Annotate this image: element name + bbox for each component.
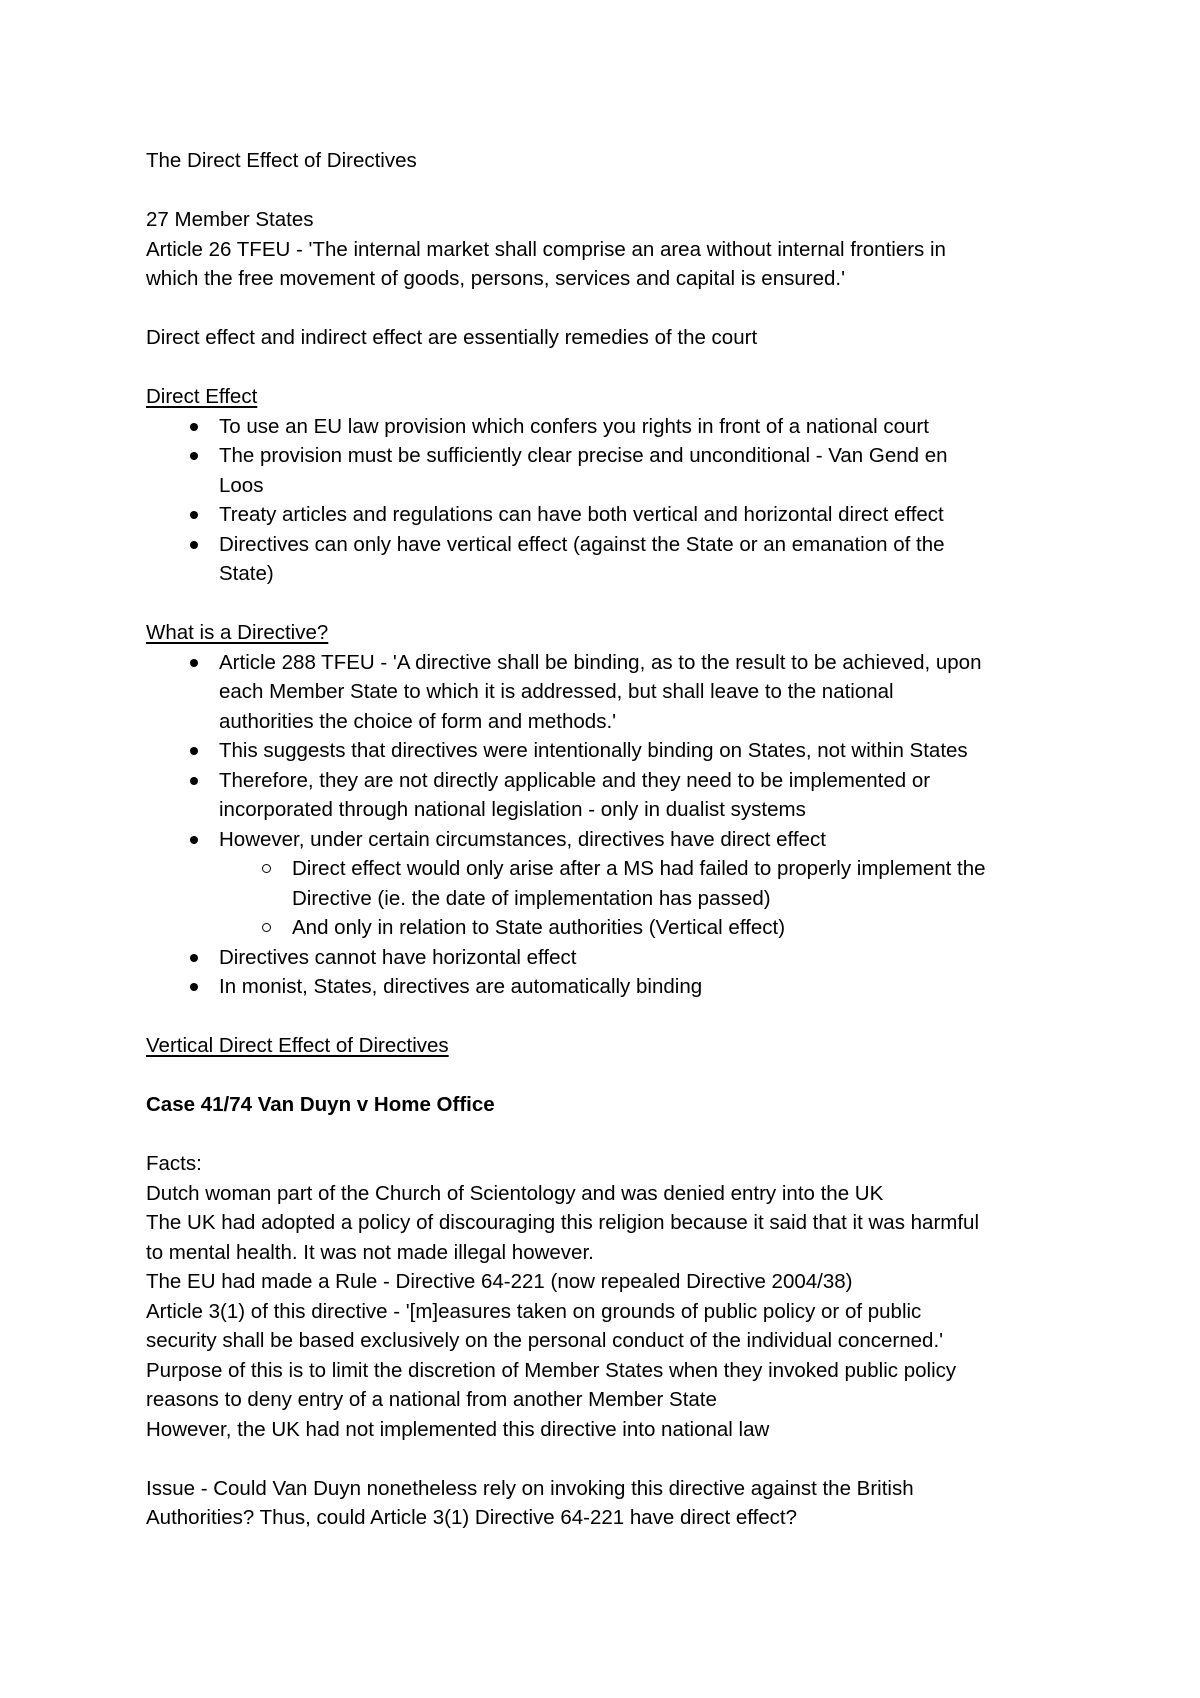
hollow-bullet-icon: [262, 864, 271, 873]
list-item: Article 288 TFEU - 'A directive shall be binding, as to the result to be achieved, upon each Member State to which it is addressed, but shall leave to the national authorities the choice of form and methods.': [146, 648, 1066, 737]
article-26-quote-line: which the free movement of goods, persons, services and capital is ensured.': [146, 267, 846, 290]
facts-line: to mental health. It was not made illegal however.: [146, 1240, 594, 1264]
document-body: [146, 146, 1066, 1533]
what-is-directive-heading: What is a Directive?: [146, 621, 329, 644]
bullet-icon: [190, 541, 198, 549]
issue-block: [146, 1474, 1066, 1533]
document-title: The Direct Effect of Directives: [146, 149, 417, 172]
facts-line: security shall be based exclusively on the personal conduct of the individual concerned.': [146, 1329, 944, 1352]
list-item: In monist, States, directives are automatically binding: [146, 972, 1066, 1002]
direct-effect-heading: Direct Effect: [146, 385, 258, 408]
list-item: This suggests that directives were intentionally binding on States, not within States: [146, 736, 1066, 766]
bullet-icon: [190, 836, 198, 844]
remedies-text: Direct effect and indirect effect are essentially remedies of the court: [146, 326, 758, 349]
list-item: However, under certain circumstances, directives have direct effect: [146, 825, 1066, 855]
facts-line: reasons to deny entry of a national from another Member State: [146, 1388, 717, 1411]
bullet-icon: [190, 659, 198, 667]
facts-line: Article 3(1) of this directive - '[m]easures taken on grounds of public policy or of public: [146, 1299, 922, 1323]
facts-label: Facts:: [146, 1152, 202, 1175]
list-item: Therefore, they are not directly applicable and they need to be implemented or incorporated through national legislation - only in dualist systems: [146, 766, 1066, 825]
facts-line: Purpose of this is to limit the discretion of Member States when they invoked public policy: [146, 1358, 957, 1382]
facts-line: The EU had made a Rule - Directive 64-221 (now repealed Directive 2004/38): [146, 1270, 853, 1293]
what-is-directive-list: [146, 648, 1066, 1002]
list-item: The provision must be sufficiently clear precise and unconditional - Van Gend en Loos: [146, 441, 1066, 500]
list-item: Directives can only have vertical effect (against the State or an emanation of the State): [146, 530, 1066, 589]
list-item: Directives cannot have horizontal effect: [146, 943, 1066, 973]
member-states-text: 27 Member States: [146, 208, 314, 231]
hollow-bullet-icon: [262, 923, 271, 932]
bullet-icon: [190, 983, 198, 991]
issue-line: Authorities? Thus, could Article 3(1) Directive 64-221 have direct effect?: [146, 1506, 798, 1529]
list-item: To use an EU law provision which confers you rights in front of a national court: [146, 412, 1066, 442]
bullet-icon: [190, 511, 198, 519]
sub-list-item: And only in relation to State authorities (Vertical effect): [146, 913, 1066, 943]
bullet-icon: [190, 777, 198, 785]
bullet-icon: [190, 423, 198, 431]
facts-line: Dutch woman part of the Church of Scientology and was denied entry into the UK: [146, 1181, 884, 1205]
vertical-direct-effect-heading: Vertical Direct Effect of Directives: [146, 1034, 449, 1057]
bullet-icon: [190, 747, 198, 755]
direct-effect-list: [146, 412, 1066, 589]
sub-list-item: Direct effect would only arise after a MS had failed to properly implement the Directive (ie. the date of implementation has passed): [146, 854, 1066, 913]
bullet-icon: [190, 954, 198, 962]
facts-line: However, the UK had not implemented this directive into national law: [146, 1417, 770, 1441]
case-title: Case 41/74 Van Duyn v Home Office: [146, 1093, 495, 1116]
issue-line: Issue - Could Van Duyn nonetheless rely on invoking this directive against the British: [146, 1476, 914, 1500]
facts-line: The UK had adopted a policy of discouraging this religion because it said that it was harmful: [146, 1211, 980, 1234]
bullet-icon: [190, 452, 198, 460]
article-26-quote-line: Article 26 TFEU - 'The internal market shall comprise an area without internal frontiers in: [146, 237, 946, 261]
list-item: Treaty articles and regulations can have both vertical and horizontal direct effect: [146, 500, 1066, 530]
facts-block: [146, 1179, 1066, 1445]
